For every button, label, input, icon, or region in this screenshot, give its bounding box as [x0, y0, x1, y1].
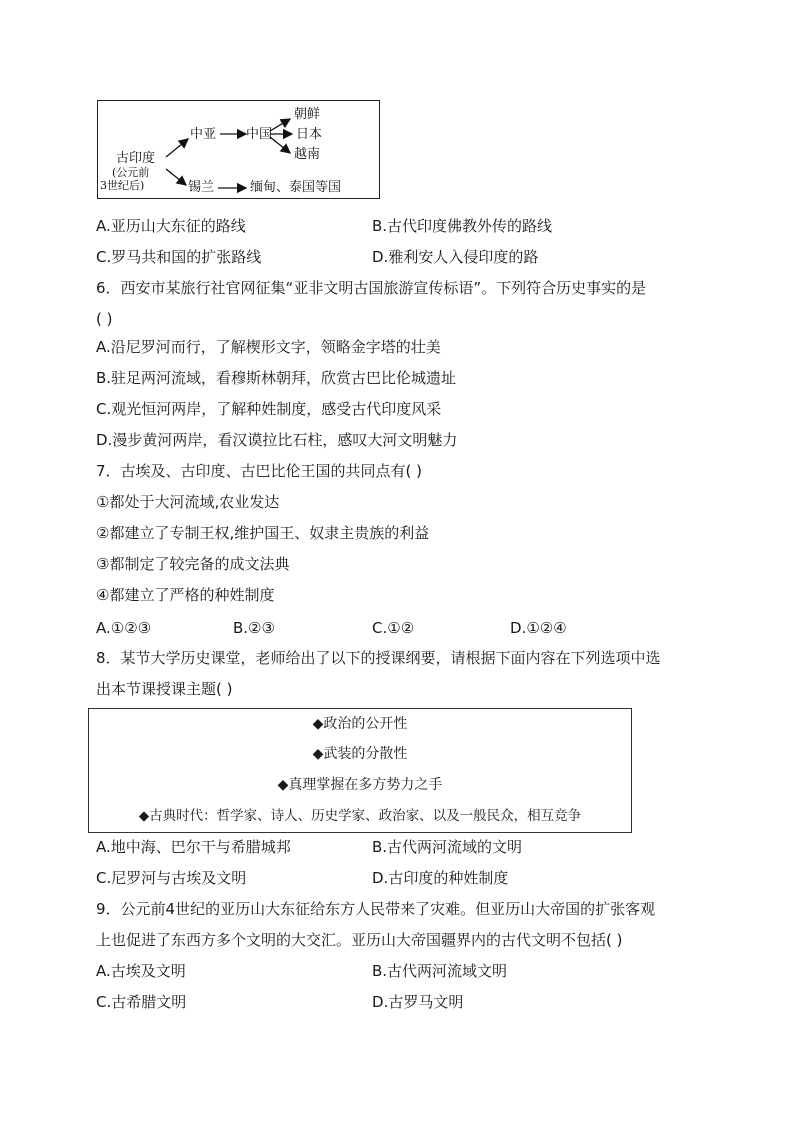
q5-option-c: C.罗马共和国的扩张路线 [96, 248, 262, 266]
outline-item-1: ◆政治的公开性 [312, 716, 408, 732]
label-china: 中国 [246, 127, 273, 142]
q7-statement-1: ①都处于大河流域,农业发达 [96, 493, 280, 511]
buddhism-route-diagram [97, 100, 380, 199]
q9-stem-line-1: 9．公元前4世纪的亚历山大东征给东方人民带来了灾难。但亚历山大帝国的扩张客观 [96, 900, 656, 918]
q6-option-a: A.沿尼罗河而行，了解楔形文字，领略金字塔的壮美 [96, 338, 441, 356]
q5-option-d: D.雅利安人入侵印度的路 [372, 248, 539, 266]
label-bc: (公元前 [112, 166, 150, 179]
label-ceylon: 锡兰 [188, 180, 215, 195]
q9-option-a: A.古埃及文明 [96, 962, 186, 980]
q7-option-c: C.①② [372, 619, 415, 637]
arrow-china-to-korea [270, 119, 290, 131]
q5-option-a: A.亚历山大东征的路线 [96, 217, 246, 235]
q9-option-c: C.古希腊文明 [96, 993, 187, 1011]
outline-item-4: ◆古典时代：哲学家、诗人、历史学家、政治家、以及一般民众，相互竞争 [138, 808, 582, 824]
label-3rd-century: 3世纪后) [100, 179, 145, 192]
q6-answer-paren: ( ) [96, 310, 113, 328]
outline-item-3: ◆真理掌握在多方势力之手 [277, 777, 443, 793]
q8-option-d: D.古印度的种姓制度 [372, 869, 509, 887]
q8-lecture-outline-box [88, 708, 632, 833]
q7-option-d: D.①②④ [510, 619, 567, 637]
arrow-india-to-ceylon [166, 169, 186, 185]
q7-option-a: A.①②③ [96, 619, 152, 637]
q8-stem-line-1: 8．某节大学历史课堂，老师给出了以下的授课纲要，请根据下面内容在下列选项中选 [96, 649, 661, 667]
q9-option-d: D.古罗马文明 [372, 993, 464, 1011]
q7-stem: 7．古埃及、古印度、古巴比伦王国的共同点有( ) [96, 462, 423, 480]
arrow-india-to-central-asia [166, 139, 188, 157]
label-japan: 日本 [296, 127, 323, 142]
outline-item-2: ◆武装的分散性 [312, 746, 408, 762]
q6-stem: 6．西安市某旅行社官网征集“亚非文明古国旅游宣传标语”。下列符合历史事实的是 [96, 279, 647, 297]
label-ancient-india: 古印度 [116, 151, 156, 166]
q8-option-c: C.尼罗河与古埃及文明 [96, 869, 247, 887]
label-korea: 朝鲜 [294, 107, 321, 122]
q5-option-b: B.古代印度佛教外传的路线 [372, 217, 553, 235]
q6-option-c: C.观光恒河两岸，了解种姓制度，感受古代印度风采 [96, 400, 442, 418]
q9-option-b: B.古代两河流域文明 [372, 962, 508, 980]
q6-option-b: B.驻足两河流域，看穆斯林朝拜，欣赏古巴比伦城遗址 [96, 369, 457, 387]
q8-option-a: A.地中海、巴尔干与希腊城邦 [96, 838, 291, 856]
q7-option-b: B.②③ [233, 619, 275, 637]
q7-statement-2: ②都建立了专制王权,维护国王、奴隶主贵族的利益 [96, 524, 430, 542]
q7-statement-4: ④都建立了严格的种姓制度 [96, 586, 275, 604]
q7-statement-3: ③都制定了较完备的成文法典 [96, 555, 290, 573]
q9-stem-line-2: 上也促进了东西方多个文明的大交汇。亚历山大帝国疆界内的古代文明不包括( ) [96, 931, 623, 949]
label-vietnam: 越南 [294, 147, 321, 162]
label-southeast-asia: 缅甸、泰国等国 [250, 180, 342, 195]
label-central-asia: 中亚 [190, 127, 217, 142]
q6-option-d: D.漫步黄河两岸，看汉谟拉比石柱，感叹大河文明魅力 [96, 431, 458, 449]
q8-stem-line-2: 出本节课授课主题( ) [96, 680, 233, 698]
arrow-china-to-vietnam [270, 137, 290, 153]
q8-option-b: B.古代两河流域的文明 [372, 838, 523, 856]
